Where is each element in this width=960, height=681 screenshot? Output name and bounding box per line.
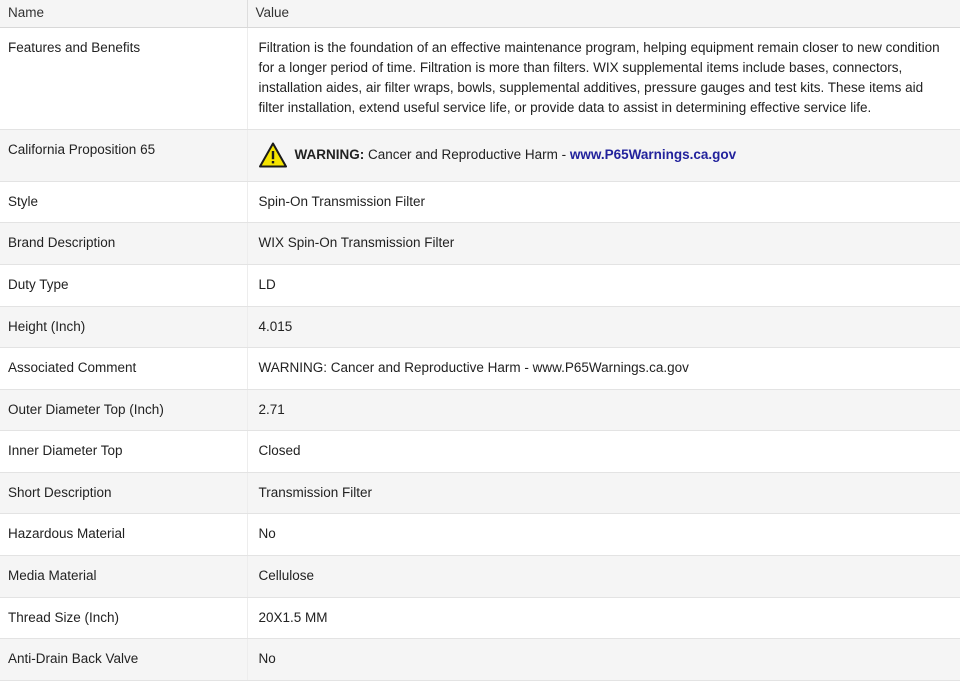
row-label-height-inch: Height (Inch) <box>0 306 247 348</box>
table-row <box>0 223 960 265</box>
warning-triangle-icon <box>259 142 287 168</box>
row-value-hazardous-material: No <box>247 514 960 556</box>
table-row <box>0 306 960 348</box>
row-label-media-material: Media Material <box>0 555 247 597</box>
row-label-hazardous-material: Hazardous Material <box>0 514 247 556</box>
row-label-outer-diameter-top-inch: Outer Diameter Top (Inch) <box>0 389 247 431</box>
warning-label: WARNING: <box>294 147 365 163</box>
row-value-height-inch: 4.015 <box>247 306 960 348</box>
row-value-media-material: Cellulose <box>247 555 960 597</box>
row-value-california-proposition-65 <box>247 129 960 181</box>
table-row <box>0 431 960 473</box>
column-header-name: Name <box>0 0 247 28</box>
table-header <box>0 0 960 28</box>
table-row <box>0 639 960 681</box>
row-value-short-description: Transmission Filter <box>247 472 960 514</box>
row-value-anti-drain-back-valve: No <box>247 639 960 681</box>
table-row <box>0 28 960 130</box>
row-label-thread-size-inch: Thread Size (Inch) <box>0 597 247 639</box>
row-value-thread-size-inch: 20X1.5 MM <box>247 597 960 639</box>
p65-warnings-link[interactable]: www.P65Warnings.ca.gov <box>569 147 737 163</box>
table-row <box>0 181 960 223</box>
row-value-inner-diameter-top: Closed <box>247 431 960 473</box>
row-label-inner-diameter-top: Inner Diameter Top <box>0 431 247 473</box>
row-value-duty-type: LD <box>247 265 960 307</box>
row-value-associated-comment: WARNING: Cancer and Reproductive Harm - www.P65Warnings.ca.gov <box>247 348 960 390</box>
row-value-outer-diameter-top-inch: 2.71 <box>247 389 960 431</box>
row-label-anti-drain-back-valve: Anti-Drain Back Valve <box>0 639 247 681</box>
row-label-short-description: Short Description <box>0 472 247 514</box>
row-label-style: Style <box>0 181 247 223</box>
row-label-brand-description: Brand Description <box>0 223 247 265</box>
row-value-brand-description: WIX Spin-On Transmission Filter <box>247 223 960 265</box>
warning-body: Cancer and Reproductive Harm - <box>364 147 570 163</box>
table-row <box>0 265 960 307</box>
table-header-row <box>0 0 960 28</box>
row-value-features-and-benefits: Filtration is the foundation of an effective maintenance program, helping equipment remain closer to new condition for a longer period of time. Filtration is more than filters. WIX supplemental items include bases, connectors, installation aides, air filter wraps, bowls, supplemental additives, pressure gauges and test kits. These items aid filter installation, extend useful service life, or provide data to assist in determining effective service life. <box>247 28 960 130</box>
row-label-duty-type: Duty Type <box>0 265 247 307</box>
table-body <box>0 28 960 681</box>
table-row <box>0 514 960 556</box>
row-label-california-proposition-65: California Proposition 65 <box>0 129 247 181</box>
row-label-associated-comment: Associated Comment <box>0 348 247 390</box>
table-row <box>0 555 960 597</box>
table-row <box>0 597 960 639</box>
table-row <box>0 129 960 181</box>
table-row <box>0 472 960 514</box>
row-value-style: Spin-On Transmission Filter <box>247 181 960 223</box>
column-header-value: Value <box>247 0 960 28</box>
table-row <box>0 348 960 390</box>
prop65-warning-text <box>295 145 737 165</box>
table-row <box>0 389 960 431</box>
row-label-features-and-benefits: Features and Benefits <box>0 28 247 130</box>
